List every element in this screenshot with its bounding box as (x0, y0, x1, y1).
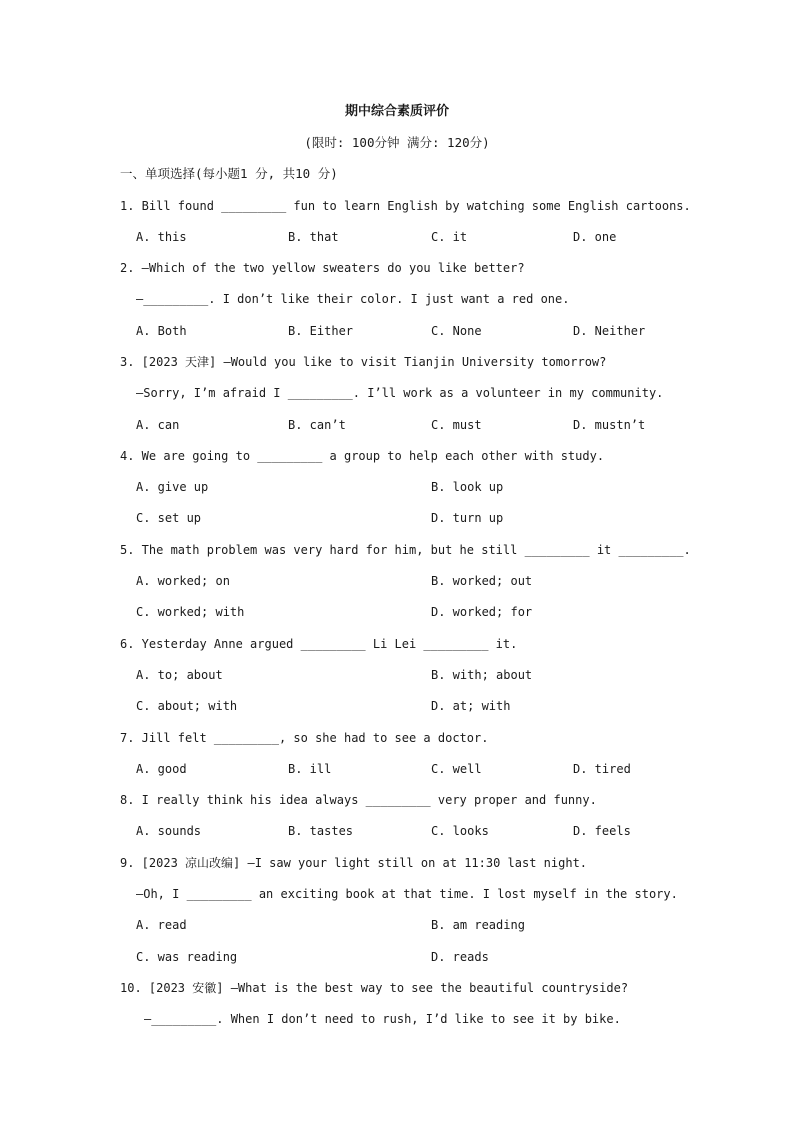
option-c: C. None (431, 323, 482, 338)
question-stem: 10. [2023 安徽] —What is the best way to see the beautiful countryside? (120, 980, 629, 995)
question-reply: —_________. When I don’t need to rush, I’d like to see it by bike. (144, 1012, 621, 1027)
options-row (0, 508, 794, 539)
option-b: B. that (288, 229, 339, 244)
option-b: B. am reading (431, 918, 525, 933)
option-d: D. reads (431, 949, 489, 964)
option-b: B. tastes (288, 824, 354, 839)
question-stem: 5. The math problem was very hard for him, but he still _________ it _________. (120, 542, 691, 557)
options-row (0, 696, 794, 727)
option-a: A. good (136, 761, 187, 776)
question-stem: 8. I really think his idea always _________ very proper and funny. (120, 793, 597, 808)
option-d: D. turn up (431, 511, 504, 526)
options-row (0, 321, 794, 352)
option-c: C. looks (431, 824, 489, 839)
option-d: D. one (573, 229, 617, 244)
option-a: A. to; about (136, 667, 223, 682)
question-stem: 6. Yesterday Anne argued _________ Li Lei _________ it. (120, 636, 518, 651)
option-c: C. it (431, 229, 468, 244)
options-row (0, 415, 794, 446)
page-title: 期中综合素质评价 (344, 104, 449, 119)
option-d: D. feels (573, 824, 631, 839)
question-reply: —Sorry, I’m afraid I _________. I’ll work as a volunteer in my community. (136, 386, 664, 401)
option-a: A. read (136, 918, 187, 933)
options-row (0, 571, 794, 602)
option-d: D. mustn’t (573, 417, 646, 432)
option-b: B. can’t (288, 417, 346, 432)
options-row (0, 227, 794, 258)
options-row (0, 665, 794, 696)
option-c: C. set up (136, 511, 202, 526)
options-row (0, 759, 794, 790)
options-row (0, 915, 794, 946)
option-a: A. worked; on (136, 574, 230, 589)
option-b: B. ill (288, 761, 332, 776)
options-row (0, 947, 794, 978)
option-b: B. look up (431, 480, 504, 495)
option-a: A. this (136, 229, 187, 244)
question-reply: —_________. I don’t like their color. I just want a red one. (136, 292, 570, 307)
question-stem: 9. [2023 凉山改编] —I saw your light still on at 11:30 last night. (120, 855, 588, 870)
question-stem: 4. We are going to _________ a group to help each other with study. (120, 448, 605, 463)
options-row (0, 602, 794, 633)
option-b: B. with; about (431, 667, 533, 682)
option-a: A. Both (136, 323, 187, 338)
option-c: C. worked; with (136, 605, 245, 620)
question-stem: 3. [2023 天津] —Would you like to visit Tianjin University tomorrow? (120, 354, 607, 369)
question-stem: 1. Bill found _________ fun to learn English by watching some English cartoons. (120, 198, 691, 213)
options-row (0, 477, 794, 508)
option-a: A. give up (136, 480, 209, 495)
option-d: D. tired (573, 761, 631, 776)
question-list (0, 196, 794, 1041)
option-b: B. worked; out (431, 574, 533, 589)
option-a: A. can (136, 417, 180, 432)
option-c: C. well (431, 761, 482, 776)
option-c: C. must (431, 417, 482, 432)
option-c: C. was reading (136, 949, 238, 964)
question-reply: —Oh, I _________ an exciting book at that time. I lost myself in the story. (136, 887, 678, 902)
option-b: B. Either (288, 323, 354, 338)
options-row (0, 821, 794, 852)
option-a: A. sounds (136, 824, 202, 839)
option-d: D. at; with (431, 699, 511, 714)
option-d: D. Neither (573, 323, 646, 338)
option-c: C. about; with (136, 699, 238, 714)
exam-limits: (限时: 100分钟 满分: 120分) (304, 135, 490, 150)
option-d: D. worked; for (431, 605, 533, 620)
question-stem: 2. —Which of the two yellow sweaters do you like better? (120, 261, 525, 276)
section-heading: 一、单项选择(每小题1 分, 共10 分) (120, 166, 338, 181)
question-stem: 7. Jill felt _________, so she had to see a doctor. (120, 730, 489, 745)
